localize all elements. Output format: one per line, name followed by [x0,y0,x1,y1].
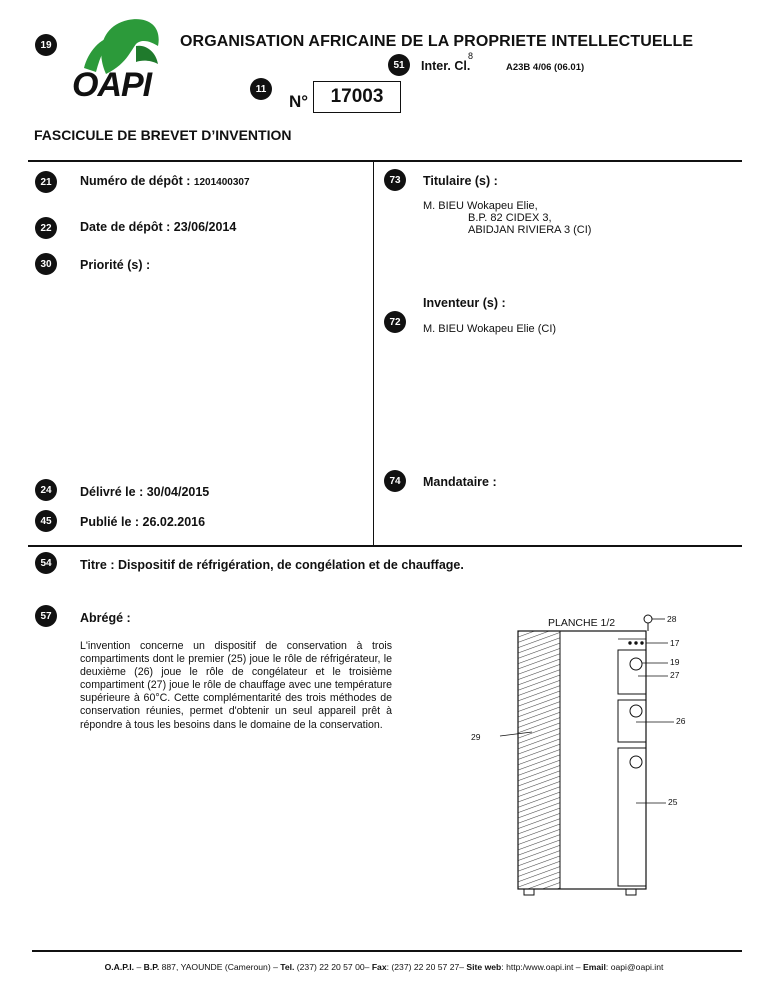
code-21: 21 [35,171,57,193]
ref-19: 19 [670,657,680,667]
oapi-logo [66,12,176,104]
fascicule-title: FASCICULE DE BREVET D’INVENTION [34,127,292,143]
ref-17: 17 [670,638,680,648]
footer-fax-label: Fax [371,962,387,972]
ref-27: 27 [670,670,680,680]
code-45: 45 [35,510,57,532]
footer: O.A.P.I. – B.P. 887, YAOUNDE (Cameroun) – Tel. (237) 22 20 57 00– Fax: (237) 22 20 57 27– Site web: http:/www.oapi.int – Email: oapi@oapi.int [104,962,664,972]
publie: Publié le : 26.02.2016 [80,515,206,529]
logo-text: OAPI [72,66,152,104]
priorite: Priorité (s) : [80,258,151,272]
footer-web-label: Site web [466,962,502,972]
inventeur-name: M. BIEU Wokapeu Elie (CI) [423,323,557,335]
footer-email-label: Email [582,962,606,972]
mandataire-label: Mandataire : [423,475,497,489]
ref-25: 25 [668,797,678,807]
code-54: 54 [35,552,57,574]
code-74: 74 [384,470,406,492]
inter-cl-label [421,51,474,73]
footer-bp-label: B.P. [143,962,160,972]
numero-depot [80,174,250,188]
code-30: 30 [35,253,57,275]
rule-footer [32,950,742,952]
abrege-label: Abrégé : [80,611,131,625]
ref-28: 28 [667,614,677,624]
abstract-text: L'invention concerne un dispositif de conservation à trois compartiments dont le premier (25) joue le rôle de réfrigérateur, le deuxième (26) joue le rôle de congélateur et le troisième compartiment (27) joue le rôle de chauffage avec une température supérieure à 60°C. Cette complémentarité des trois méthodes de conservation réunies, permet d'obtenir un seul appareil prêt à répondre à tous les besoins dans le domaine de la conservation. [80,640,392,731]
date-depot: Date de dépôt : 23/06/2014 [80,220,237,234]
code-22: 22 [35,217,57,239]
footer-tel-value: (237) 22 20 57 00– [294,962,372,972]
footer-fax-value: : (237) 22 20 57 27– [386,962,467,972]
column-divider [373,162,374,545]
inventeur-label: Inventeur (s) : [423,296,506,310]
code-19: 19 [35,34,57,56]
inter-cl-text: Inter. Cl. [421,59,471,73]
titulaire-addr2: ABIDJAN RIVIERA 3 (CI) [468,224,592,236]
rule-top [28,160,742,162]
titulaire-label: Titulaire (s) : [423,174,498,188]
inter-cl-sup: 8 [468,51,474,61]
planche-label: PLANCHE 1/2 [548,617,616,629]
code-73: 73 [384,169,406,191]
ref-26: 26 [676,716,686,726]
code-24: 24 [35,479,57,501]
refrigerator-drawing [460,610,710,905]
footer-org: O.A.P.I. [104,962,135,972]
ref-29: 29 [471,732,481,742]
numero-depot-value: 1201400307 [193,177,250,188]
organisation-title: ORGANISATION AFRICAINE DE LA PROPRIETE INTELLECTUELLE [180,33,694,50]
titulaire-addr1: B.P. 82 CIDEX 3, [468,212,552,224]
footer-tel-label: Tel. [280,962,295,972]
code-51: 51 [388,54,410,76]
rule-middle [28,545,742,547]
footer-web-value[interactable]: : http:/www.oapi.int – [501,962,583,972]
footer-email-value[interactable]: : oapi@oapi.int [605,962,664,972]
patent-number: 17003 [313,81,401,113]
code-57: 57 [35,605,57,627]
numero-depot-label: Numéro de dépôt : [80,174,191,188]
delivre: Délivré le : 30/04/2015 [80,485,210,499]
footer-bp-value: 887, YAOUNDE (Cameroun) – [159,962,281,972]
number-label: N° [289,92,309,111]
titulaire-name: M. BIEU Wokapeu Elie, [423,200,538,212]
titre: Titre : Dispositif de réfrigération, de congélation et de chauffage. [80,558,464,572]
code-11: 11 [250,78,272,100]
code-72: 72 [384,311,406,333]
classification: A23B 4/06 (06.01) [506,62,585,73]
